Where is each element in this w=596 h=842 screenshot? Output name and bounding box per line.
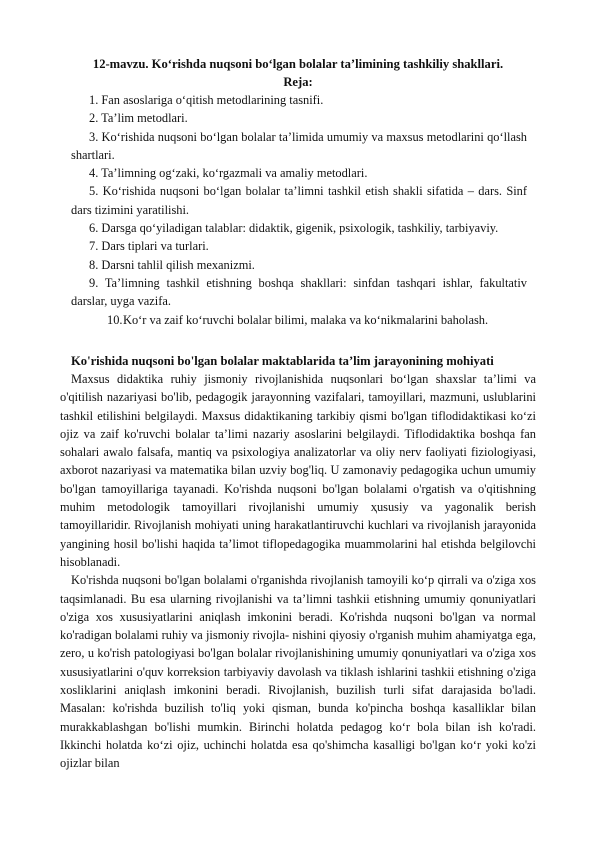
paragraph: Ko'rishda nuqsoni bo'lgan bolalami o'rganishda rivojlanish tamoyili ko‘p qirrali va o'ziga xos taqsimlanadi. Bu esa ularning rivojlanishi va ta’limni tashkii etishning umumiy qonuniyatlari o'ziga xos xususiyatlarini aniqlash imkonini beradi. Ko'rishda nuqsoni bo'lgan va normal ko'radigan bolalami ruhiy va jismoniy rivojla- nishini qiyosiy o'rganish muhim ahamiyatga ega, zero, u ko'rish patologiyasi bo'lgan bolalar rivojlanishining umumiy qonuniyatlari va o'ziga xos xususiyatlarini o'quv korreksion tarbiyaviy davolash va tiklash ishlarini tashkii etishning o'ziga xosliklarini aniqlash imkonini beradi. Rivojlanish, buzilish turli sifat darajasida bo'ladi. Masalan: ko'rishda buzilish to'liq yoki qisman, bunda ko'pincha boshqa kasalliklar bilan murakkablashgan bo'lishi mumkin. Birinchi holatda pedagog ko‘r bola bilan ish ko'radi. Ikkinchi holatda ko‘zi ojiz, uchinchi holatda esa qo'shimcha kasalligi bo'lgan ko‘r yoki ko'zi ojizlar bilan xyxy=(60,573,536,771)
plan-item: 1. Fan asoslariga o‘qitish metodlarining tasnifi. xyxy=(89,93,324,107)
plan-item: 8. Darsni tahlil qilish mexanizmi. xyxy=(89,257,255,272)
plan-item-number: 10. xyxy=(107,312,123,327)
plan-item xyxy=(71,311,527,329)
plan-item: 2. Ta’lim metodlari. xyxy=(89,111,188,126)
plan-item: 9. Ta’limning tashkil etishning boshqa shakllari: sinfdan tashqari ishlar, fakultativ darslar, uyga vazifa. xyxy=(71,275,527,309)
plan-list xyxy=(71,91,527,329)
page-title: 12-mavzu. Ko‘rishda nuqsoni bo‘lgan bolalar ta’limining tashkiliy shakllari. xyxy=(92,57,504,71)
plan-item-text: Ko‘r va zaif ko‘ruvchi bolalar bilimi, malaka va ko‘nikmalarini baholash. xyxy=(123,312,489,327)
plan-item: 4. Ta’limning og‘zaki, ko‘rgazmali va amaliy metodlari. xyxy=(89,166,368,181)
plan-item: 7. Dars tiplari va turlari. xyxy=(89,239,209,254)
plan-item: 3. Ko‘rishida nuqsoni bo‘lgan bolalar ta’limida umumiy va maxsus metodlarini qo‘llash shartlari. xyxy=(71,129,527,162)
plan-item: 5. Ko‘rishida nuqsoni bo‘lgan bolalar ta’limni tashkil etish shakli sifatida – dars. Sinf dars tizimini yaratilishi. xyxy=(71,184,527,217)
plan-heading: Reja: xyxy=(283,75,313,89)
section-heading: Ko'rishida nuqsoni bo'lgan bolalar maktablarida ta’lim jarayonining mohiyati xyxy=(71,354,494,368)
paragraph: Maxsus didaktika ruhiy jismoniy rivojlanishida nuqsonlari bo‘lgan shaxslar ta’limi va o'qitilish nazariyasi bo'lib, pedagogik jarayonning vazifalari, tamoyillari, mazmuni, uslublarini tashkil etilishini belgilaydi. Maxsus didaktikaning tarkibiy qismi bo'lgan tiflodidaktikasi ko‘zi ojiz va zaif ko'ruvchi bolalar ta’limi nazariy asoslarini belgilaydi. Tiflodidaktika boshqa fan sohalari awalo falsafa, mantiq va psixologiya analizatorlar va oliy nerv faoliyati fiziologiyasi, axborot nazariyasi va matematika bilan uzviy bog'liq. U zamonaviy pedagogika uchun umumiy bo'lgan tamoyillariga tayanadi. Ko'rishda nuqsoni bo'lgan bolalami o'rgatish va o'qitishning muhim metodologik tamoyillari rivojlanishi umumiy ҳususiy va yagonalik berish tamoyillaridir. Rivojlanish mohiyati uning harakatlantiruvchi kuchlari va rivojlanish jarayonida yangining hosil bo'lishi haqida ta’limot tiflopedagogika muammolarini hal etishda belgilovchi hisoblanadi. xyxy=(60,372,536,569)
plan-item: 6. Darsga qo‘yiladigan talablar: didaktik, gigenik, psixologik, tashkiliy, tarbiyaviy. xyxy=(89,221,499,236)
body-text xyxy=(60,370,536,773)
